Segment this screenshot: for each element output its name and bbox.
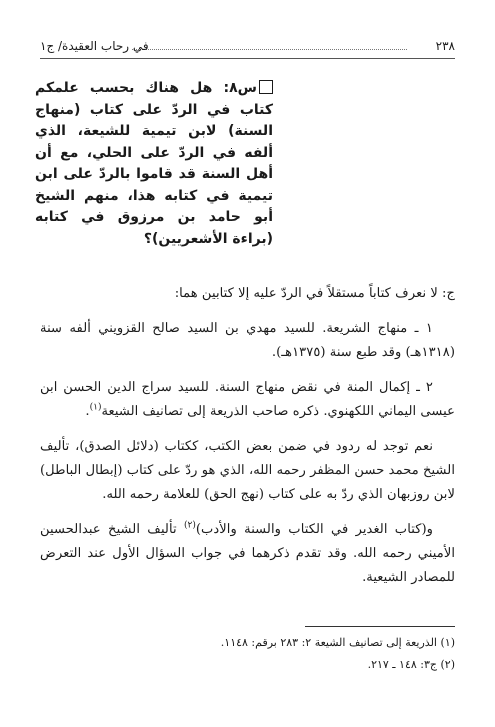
answer-paragraph-3: نعم توجد له ردود في ضمن بعض الكتب، ككتاب (دلائل الصدق)، تأليف الشيخ محمد حسن المظفر رحمه الله، الذي هو ردّ على كتاب (إبطال الباطل) لابن روزبهان الذي ردّ به على كتاب (نهج الحق) للعلامة رحمه الله. [40, 439, 455, 502]
answer-item-1: ١ ـ منهاج الشريعة. للسيد مهدي بن السيد صالح القزويني ألفه سنة (١٣١٨هـ) وقد طبع سنة (١٣٧٥هـ). [40, 321, 455, 360]
answer-body [40, 282, 455, 601]
answer-item-2-end: . [85, 404, 90, 419]
footnote-separator [305, 626, 455, 627]
page-header [40, 36, 455, 59]
running-title: في رحاب العقيدة/ ج١ [40, 39, 149, 53]
question-block [35, 78, 273, 250]
question-text: هل هناك بحسب علمكم كتاب في الردّ على كتاب (منهاج السنة) لابن تيمية للشيعة، الذي ألفه في الردّ على الحلي، مع أن أهل السنة قد قاموا بالردّ على ابن تيمية في كتابه هذا، منهم الشيخ أبو حامد بن مرزوق في كتابه (براءة الأشعريين)؟ [35, 80, 273, 247]
footnotes [40, 632, 455, 676]
footnote-ref-2: (٢) [183, 520, 196, 531]
answer-paragraph-4-end: تأليف الشيخ عبدالحسين الأميني رحمه الله. وقد تقدم ذكرهما في جواب السؤال الأول عند التعرض للمصادر الشيعية. [40, 522, 455, 585]
footnote-1: (١) الذريعة إلى تصانيف الشيعة ٢: ٢٨٣ برقم: ١١٤٨. [220, 636, 455, 649]
question-label: س٨: [223, 80, 257, 96]
answer-intro: ج: لا نعرف كتاباً مستقلاً في الردّ عليه إلا كتابين هما: [174, 286, 455, 301]
footnote-2: (٢) ج٣: ١٤٨ ـ ٢١٧. [367, 658, 455, 671]
header-dotted-leader [132, 49, 407, 50]
footnote-ref-1: (١) [89, 402, 102, 413]
answer-paragraph-4 [40, 518, 455, 590]
answer-paragraph-4-start: و(كتاب الغدير في الكتاب والسنة والأدب) [195, 522, 433, 537]
answer-item-2 [40, 376, 455, 424]
answer-item-2-text: ٢ ـ إكمال المنة في نقض منهاج السنة. للسيد سراج الدين الحسن ابن عيسى اليماني اللكهنوي. ذكره صاحب الذريعة إلى تصانيف الشيعة [40, 380, 455, 419]
page-number: ٢٣٨ [435, 39, 455, 53]
question-box-icon [259, 80, 273, 94]
